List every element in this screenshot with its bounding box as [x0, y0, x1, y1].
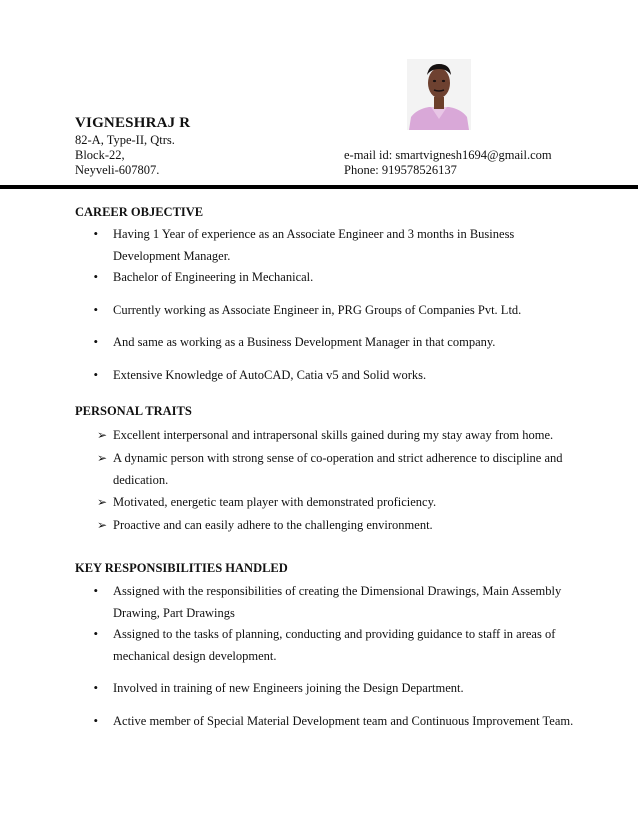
profile-photo	[407, 59, 471, 130]
email-text: e-mail id: smartvignesh1694@gmail.com	[344, 148, 552, 162]
arrow-bullet-icon: ➢	[96, 518, 107, 532]
bullet-icon: •	[93, 367, 98, 382]
key-responsibilities-heading: KEY RESPONSIBILITIES HANDLED	[75, 561, 288, 575]
bullet-icon: •	[93, 583, 98, 598]
bullet-icon: •	[93, 334, 98, 349]
address-line-3: Neyveli-607807.	[75, 163, 160, 177]
personal-traits-heading: PERSONAL TRAITS	[75, 404, 192, 418]
person-photo-icon	[407, 59, 471, 130]
bullet-icon: •	[93, 302, 98, 317]
phone-text: Phone: 919578526137	[344, 163, 457, 177]
address-line-1: 82-A, Type-II, Qtrs.	[75, 133, 175, 147]
arrow-bullet-icon: ➢	[96, 495, 107, 509]
bullet-icon: •	[93, 680, 98, 695]
career-objective-heading: CAREER OBJECTIVE	[75, 205, 204, 219]
address-line-2: Block-22,	[75, 148, 125, 162]
applicant-name: VIGNESHRAJ R	[75, 115, 191, 131]
bullet-icon: •	[93, 713, 98, 728]
arrow-bullet-icon: ➢	[96, 428, 107, 442]
bullet-icon: •	[93, 269, 98, 284]
arrow-bullet-icon: ➢	[96, 451, 107, 465]
bullet-icon: •	[93, 626, 98, 641]
bullet-icon: •	[93, 226, 98, 241]
header-divider	[0, 185, 638, 189]
